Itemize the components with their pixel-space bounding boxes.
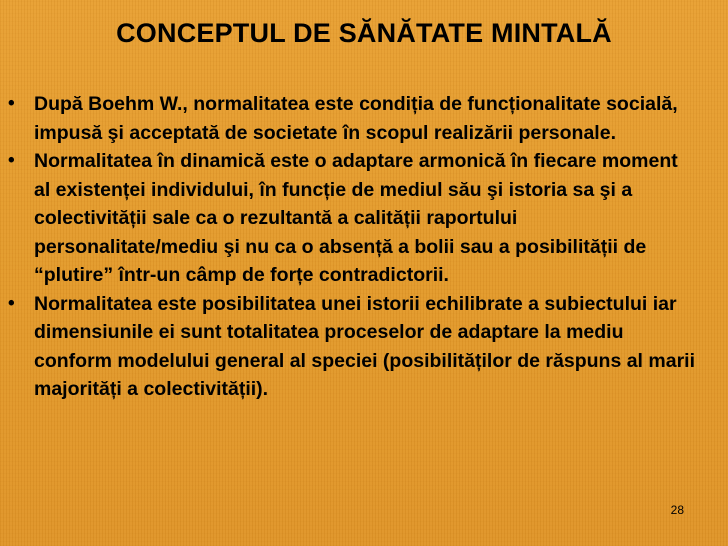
bullet-list — [0, 90, 728, 404]
bullet-text: După Boehm W., normalitatea este condiția de funcționalitate socială, impusă şi acceptată de societate în scopul realizării personale. — [34, 93, 678, 144]
page-number: 28 — [670, 503, 684, 517]
bullet-text: Normalitatea este posibilitatea unei istorii echilibrate a subiectului iar dimensiunile ei sunt totalitatea proceselor de adaptare la mediu conform modelului general al speciei (posibilităților de răspuns al marii majorități a colectivității). — [34, 292, 695, 400]
bullet-marker: • — [8, 93, 15, 114]
bullet-text: Normalitatea în dinamică este o adaptare armonică în fiecare moment al existenței individului, în funcție de mediul său şi istoria sa şi a colectivității sale ca o rezultantă a calității raportului personalitate/mediu şi nu ca o absență a bolii sau a posibilității de “plutire” într-un câmp de forțe contradictorii. — [34, 150, 678, 286]
bullet-marker: • — [8, 292, 15, 314]
bullet-item — [0, 90, 728, 147]
bullet-item — [0, 290, 728, 404]
bullet-item — [0, 147, 728, 290]
slide-title: CONCEPTUL DE SĂNĂTATE MINTALĂ — [116, 18, 612, 48]
bullet-marker: • — [8, 150, 15, 171]
